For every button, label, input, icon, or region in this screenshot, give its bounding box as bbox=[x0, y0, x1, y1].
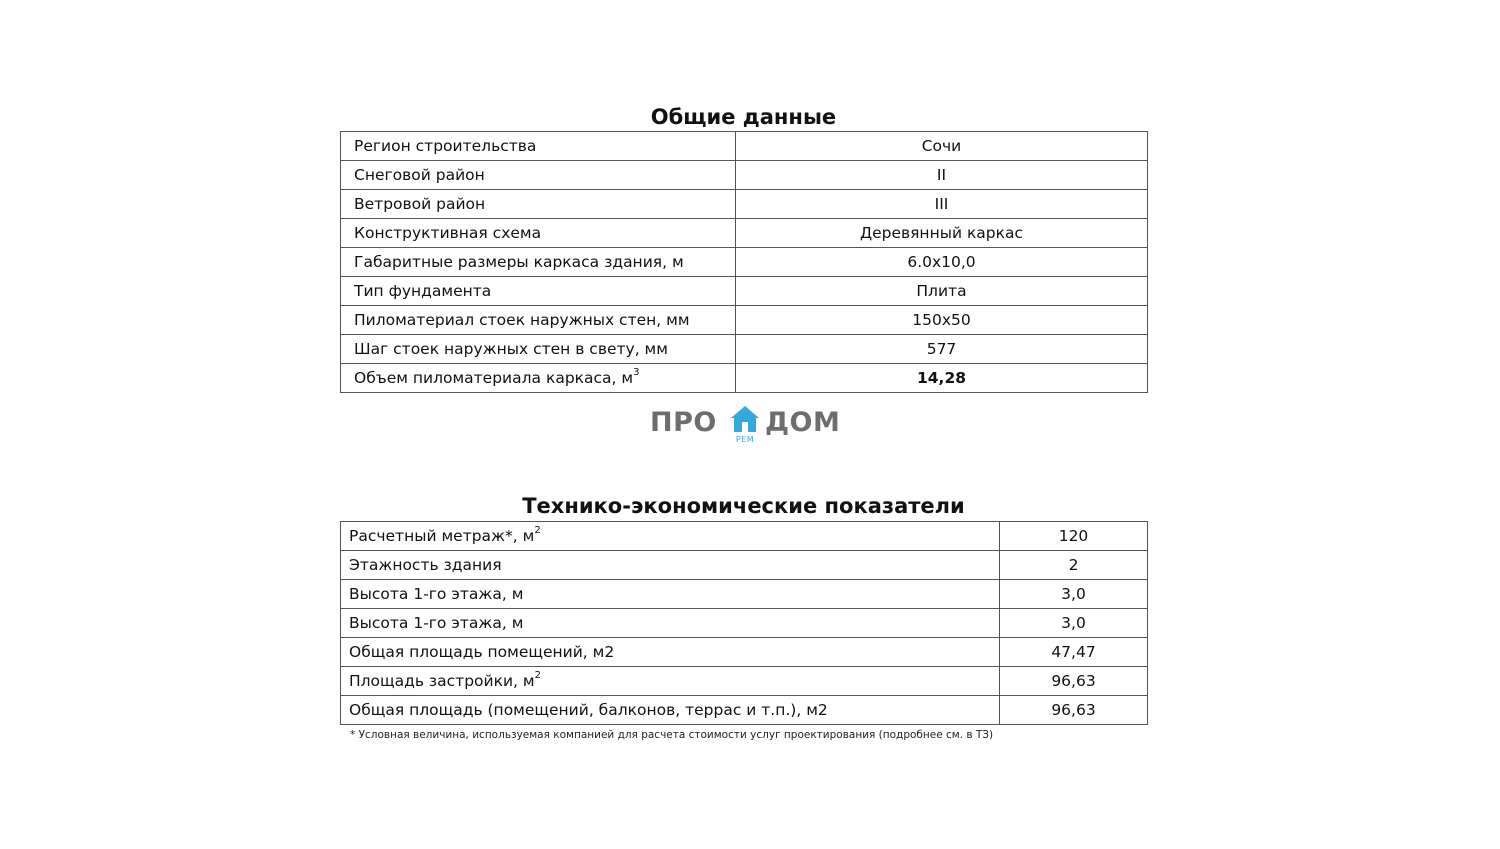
prodom-logo bbox=[650, 402, 850, 448]
row-label-text: Объем пиломатериала каркаса, м bbox=[354, 369, 634, 387]
row-label bbox=[341, 667, 1000, 696]
table-row bbox=[341, 306, 1148, 335]
row-value: 2 bbox=[1000, 551, 1148, 580]
table-row bbox=[341, 364, 1148, 393]
table-row bbox=[341, 667, 1148, 696]
row-label-text: Площадь застройки, м bbox=[349, 672, 535, 690]
row-value: 3,0 bbox=[1000, 580, 1148, 609]
row-label: Тип фундамента bbox=[341, 277, 736, 306]
row-value: 14,28 bbox=[736, 364, 1148, 393]
table-row bbox=[341, 248, 1148, 277]
row-label bbox=[341, 522, 1000, 551]
table-row bbox=[341, 638, 1148, 667]
table-row bbox=[341, 551, 1148, 580]
table-row bbox=[341, 522, 1148, 551]
table-row bbox=[341, 335, 1148, 364]
row-label bbox=[341, 364, 736, 393]
row-label: Высота 1-го этажа, м bbox=[341, 580, 1000, 609]
table-row bbox=[341, 132, 1148, 161]
logo-text-rem: РЕМ bbox=[735, 435, 755, 444]
table-row bbox=[341, 696, 1148, 725]
unit-superscript: 2 bbox=[534, 669, 541, 681]
row-label: Общая площадь помещений, м2 bbox=[341, 638, 1000, 667]
row-value: Деревянный каркас bbox=[736, 219, 1148, 248]
row-label: Снеговой район bbox=[341, 161, 736, 190]
tep-table bbox=[340, 521, 1148, 725]
table-row bbox=[341, 277, 1148, 306]
table-row bbox=[341, 580, 1148, 609]
tep-title: Технико-экономические показатели bbox=[522, 494, 965, 518]
row-value: 3,0 bbox=[1000, 609, 1148, 638]
row-label: Регион строительства bbox=[341, 132, 736, 161]
row-label: Пиломатериал стоек наружных стен, мм bbox=[341, 306, 736, 335]
row-value: Сочи bbox=[736, 132, 1148, 161]
row-label: Шаг стоек наружных стен в свету, мм bbox=[341, 335, 736, 364]
unit-superscript: 2 bbox=[534, 524, 541, 536]
row-label: Конструктивная схема bbox=[341, 219, 736, 248]
row-value: 577 bbox=[736, 335, 1148, 364]
table-row bbox=[341, 161, 1148, 190]
footnote: * Условная величина, используемая компанией для расчета стоимости услуг проектирования (подробнее см. в ТЗ) bbox=[350, 729, 994, 741]
general-data-table bbox=[340, 131, 1148, 393]
row-value: 6.0х10,0 bbox=[736, 248, 1148, 277]
row-label-text: Расчетный метраж*, м bbox=[349, 527, 535, 545]
table-row bbox=[341, 609, 1148, 638]
logo-text-pro: ПРО bbox=[650, 407, 717, 438]
table-row bbox=[341, 190, 1148, 219]
row-label: Высота 1-го этажа, м bbox=[341, 609, 1000, 638]
row-value: 150х50 bbox=[736, 306, 1148, 335]
logo-text-dom: ДОМ bbox=[765, 407, 841, 438]
row-value: III bbox=[736, 190, 1148, 219]
general-data-title: Общие данные bbox=[650, 105, 837, 129]
row-label: Общая площадь (помещений, балконов, террас и т.п.), м2 bbox=[341, 696, 1000, 725]
row-value: II bbox=[736, 161, 1148, 190]
unit-superscript: 3 bbox=[633, 366, 640, 378]
house-icon bbox=[730, 405, 760, 433]
row-value: 96,63 bbox=[1000, 667, 1148, 696]
row-value: 120 bbox=[1000, 522, 1148, 551]
row-label: Габаритные размеры каркаса здания, м bbox=[341, 248, 736, 277]
row-value: Плита bbox=[736, 277, 1148, 306]
row-label: Ветровой район bbox=[341, 190, 736, 219]
table-row bbox=[341, 219, 1148, 248]
row-value: 47,47 bbox=[1000, 638, 1148, 667]
row-label: Этажность здания bbox=[341, 551, 1000, 580]
row-value: 96,63 bbox=[1000, 696, 1148, 725]
